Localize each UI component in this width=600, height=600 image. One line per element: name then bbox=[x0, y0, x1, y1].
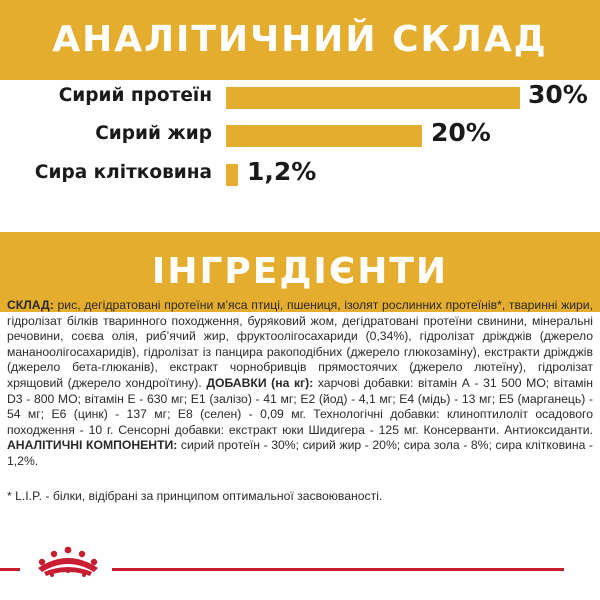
brand-line bbox=[112, 568, 564, 571]
row-label: Сира клітковина bbox=[34, 162, 212, 183]
composition-text: рис, дегідратовані протеїни м’яса птиці, пшениця, ізолят рослинних протеїнів*, тваринні жири, гідролізат білків тваринного походження, буряковий жом, дегідратовані протеїни свинини, мінеральні речовини, соєва олія, риб’ячий жир, фруктоолігосахариди (0,34%), гідролізат дріжджів (джерело манaноолігосахаридів), гідролізат із панцира ракоподібних (джерело глюкозаміну), екстракти дріжджів (джерело бета-глюканів), екстракт чорнобривців прямостоячих (джерело лютеїну), гідролізат хрящовий (джерело хондроїтину). bbox=[7, 298, 594, 390]
additives-label: ДОБАВКИ (на кг): bbox=[206, 375, 314, 390]
value-bar bbox=[226, 87, 520, 109]
row-value: 1,2% bbox=[247, 157, 317, 186]
analysis-row-protein bbox=[0, 79, 600, 119]
composition-label: СКЛАД: bbox=[7, 298, 54, 312]
row-label: Сирий жир bbox=[95, 123, 212, 144]
analytical-components-text: сирий протеїн - 30%; сирий жир - 20%; сира зола - 8%; сира клітковина - 1,2%. bbox=[7, 438, 593, 468]
ingredients-text bbox=[7, 298, 593, 470]
analysis-title: АНАЛІТИЧНИЙ СКЛАД bbox=[52, 19, 548, 60]
row-label: Сирий протеїн bbox=[58, 85, 212, 106]
brand-line bbox=[0, 568, 20, 571]
analysis-row-fat bbox=[0, 117, 600, 157]
value-bar bbox=[226, 125, 422, 147]
additives-text: харчові добавки: вітамін А - 31 500 МО; вітамін D3 - 800 МО; вітамін Е - 630 мг; E1 (залізо) - 41 мг; E2 (йод) - 4,1 мг; E4 (мідь) - 13 мг; E5 (марганець) - 54 мг; E6 (цинк) - 137 мг; E8 (селен) - 0,09 мг. Технологічні добавки: клиноптилоліт осадового походження - 10 г. Сенсорні добавки: екстракт юки Шидигера - 125 мг. Консерванти. Антиоксиданти. bbox=[7, 375, 593, 437]
row-value: 20% bbox=[431, 118, 491, 147]
row-value: 30% bbox=[528, 80, 588, 109]
royal-canin-crown-logo bbox=[32, 542, 104, 586]
analysis-row-fiber bbox=[0, 156, 600, 196]
ingredients-title: ІНГРЕДІЄНТИ bbox=[151, 251, 449, 292]
value-bar bbox=[226, 164, 238, 186]
footnote: * L.I.P. - білки, відібрані за принципом оптимальної засвоюваності. bbox=[7, 489, 383, 503]
analysis-header-band bbox=[0, 0, 600, 80]
analytical-components-label: АНАЛІТИЧНІ КОМПОНЕНТИ: bbox=[7, 438, 178, 453]
